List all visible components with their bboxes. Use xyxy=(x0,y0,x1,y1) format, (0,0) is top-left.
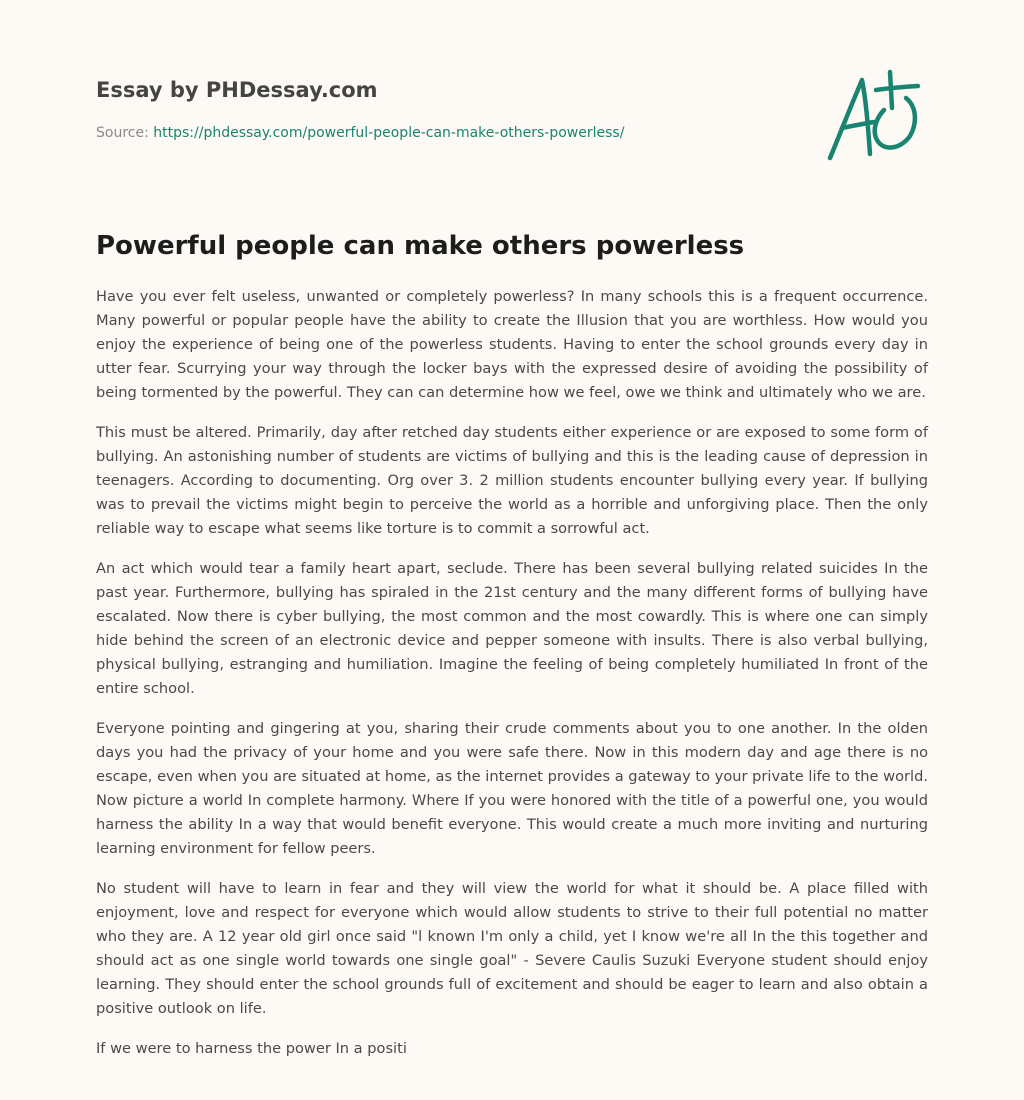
source-link[interactable]: https://phdessay.com/powerful-people-can-make-others-powerless/ xyxy=(153,125,625,141)
essay-paragraph: An act which would tear a family heart apart, seclude. There has been several bullying related suicides In the past year. Furthermore, bullying has spiraled in the 21st century and the many different forms of bullying have escalated. Now there is cyber bullying, the most common and the most cowardly. This is where one can simply hide behind the screen of an electronic device and pepper someone with insults. There is also verbal bullying, physical bullying, estranging and humiliation. Imagine the feeling of being completely humiliated In front of the entire school. xyxy=(96,560,928,697)
site-brand: Essay by PHDessay.com xyxy=(96,78,378,102)
essay-paragraph: If we were to harness the power In a positi xyxy=(96,1040,407,1057)
a-plus-logo-icon xyxy=(820,66,930,166)
essay-body xyxy=(96,285,928,1077)
essay-paragraph: Have you ever felt useless, unwanted or completely powerless? In many schools this is a frequent occurrence. Many powerful or popular people have the ability to create the Illusion that you are worthless. How would you enjoy the experience of being one of the powerless students. Having to enter the school grounds every day in utter fear. Scurrying your way through the locker bays with the expressed desire of avoiding the possibility of being tormented by the powerful. They can can determine how we feel, owe we think and ultimately who we are. xyxy=(96,288,928,401)
essay-paragraph: No student will have to learn in fear and they will view the world for what it should be. A place filled with enjoyment, love and respect for everyone which would allow students to strive to their full potential no matter who they are. A 12 year old girl once said "l known I'm only a child, yet I know we're all In the this together and should act as one single world towards one single goal" - Severe Caulis Suzuki Everyone student should enjoy learning. They should enter the school grounds full of excitement and should be eager to learn and also obtain a positive outlook on life. xyxy=(96,880,928,1017)
source-line xyxy=(96,123,624,143)
source-label: Source: xyxy=(96,125,154,141)
essay-paragraph: This must be altered. Primarily, day after retched day students either experience or are exposed to some form of bullying. An astonishing number of students are victims of bullying and this is the leading cause of depression in teenagers. According to documenting. Org over 3. 2 million students encounter bullying every year. If bullying was to prevail the victims might begin to perceive the world as a horrible and unforgiving place. Then the only reliable way to escape what seems like torture is to commit a sorrowful act. xyxy=(96,424,928,537)
essay-title: Powerful people can make others powerless xyxy=(96,231,745,261)
essay-paragraph: Everyone pointing and gingering at you, sharing their crude comments about you to one another. In the olden days you had the privacy of your home and you were safe there. Now in this modern day and age there is no escape, even when you are situated at home, as the internet provides a gateway to your private life to the world. Now picture a world In complete harmony. Where If you were honored with the title of a powerful one, you would harness the ability In a way that would benefit everyone. This would create a much more inviting and nurturing learning environment for fellow peers. xyxy=(96,720,928,857)
